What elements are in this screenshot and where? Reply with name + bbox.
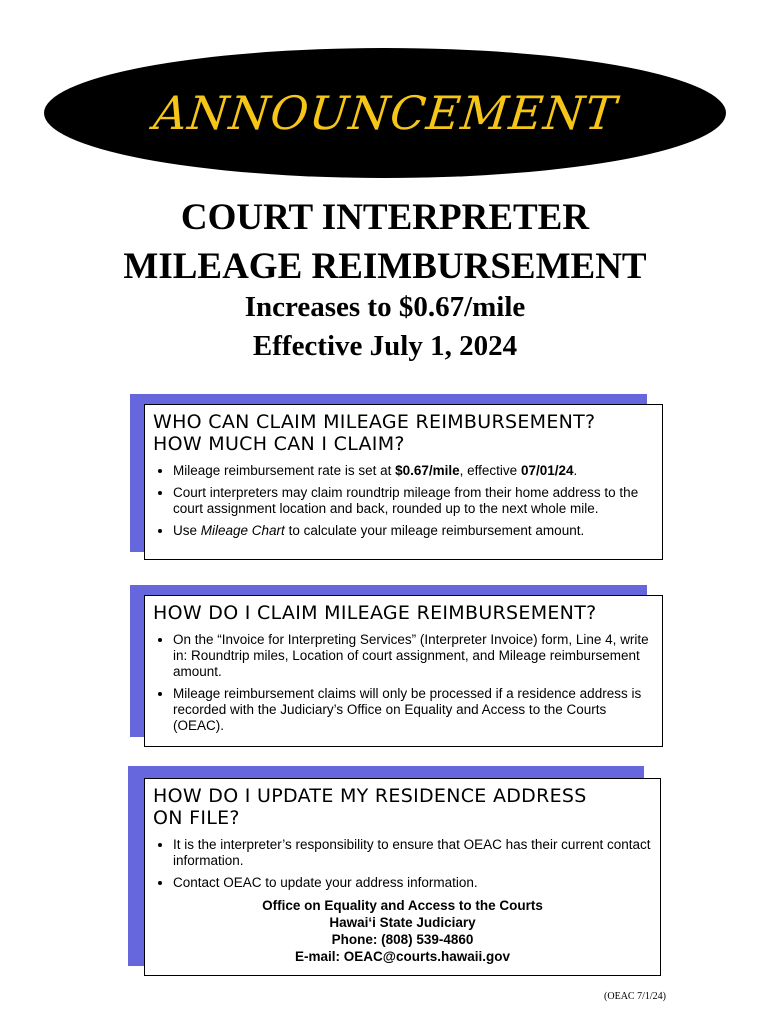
office-name: Office on Equality and Access to the Courts: [262, 898, 543, 913]
email-address[interactable]: E-mail: OEAC@courts.hawaii.gov: [295, 949, 510, 964]
bullet-list: [153, 463, 654, 539]
list-item: [173, 523, 654, 539]
subtitle-line-2: Effective July 1, 2024: [252, 330, 518, 362]
judiciary-name: Hawaiʻi State Judiciary: [329, 915, 476, 930]
text: Mileage reimbursement rate is set at: [173, 463, 396, 478]
section-heading: [153, 411, 654, 455]
banner-text: ANNOUNCEMENT: [150, 86, 620, 140]
list-item: [173, 463, 654, 479]
bullet-list: [153, 837, 652, 891]
bullet-list: [153, 632, 654, 734]
mileage-chart-ref: Mileage Chart: [200, 523, 285, 538]
subtitle-line-1: Increases to $0.67/mile: [244, 291, 526, 323]
title-line-1: COURT INTERPRETER: [180, 197, 590, 238]
section-heading: [153, 785, 652, 829]
card-box: [144, 404, 663, 560]
announcement-banner: [44, 48, 726, 178]
list-item: • Contact OEAC to update your address information.: [173, 875, 652, 891]
list-item: • On the “Invoice for Interpreting Services” (Interpreter Invoice) form, Line 4, write in: Roundtrip miles, Location of court assignment, and Mileage reimbursement amount.: [173, 632, 654, 680]
rate-value: $0.67/mile: [395, 463, 460, 478]
contact-block: [153, 897, 652, 965]
text: Use: [173, 523, 201, 538]
list-item: • Mileage reimbursement claims will only be processed if a residence address is recorded with the Judiciary’s Office on Equality and Access to the Courts (OEAC).: [173, 686, 654, 734]
heading-line-1: HOW DO I UPDATE MY RESIDENCE ADDRESS: [153, 785, 587, 807]
list-item: • Court interpreters may claim roundtrip mileage from their home address to the court assignment location and back, rounded up to the next whole mile.: [173, 485, 654, 517]
text: , effective: [459, 463, 521, 478]
title-line-2: MILEAGE REIMBURSEMENT: [123, 246, 647, 287]
heading-line-2: ON FILE?: [153, 807, 240, 829]
text: to calculate your mileage reimbursement amount.: [284, 523, 585, 538]
text: .: [573, 463, 578, 478]
list-item: • It is the interpreter’s responsibility to ensure that OEAC has their current contact information.: [173, 837, 652, 869]
phone-number: Phone: (808) 539-4860: [331, 932, 474, 947]
heading-line-2: HOW MUCH CAN I CLAIM?: [153, 433, 405, 455]
effective-date: 07/01/24: [520, 463, 574, 478]
heading-line-1: WHO CAN CLAIM MILEAGE REIMBURSEMENT?: [153, 411, 596, 433]
card-box: [144, 595, 663, 747]
section-heading: HOW DO I CLAIM MILEAGE REIMBURSEMENT?: [153, 602, 597, 624]
card-box: [144, 778, 661, 976]
form-code: (OEAC 7/1/24): [604, 991, 666, 1002]
